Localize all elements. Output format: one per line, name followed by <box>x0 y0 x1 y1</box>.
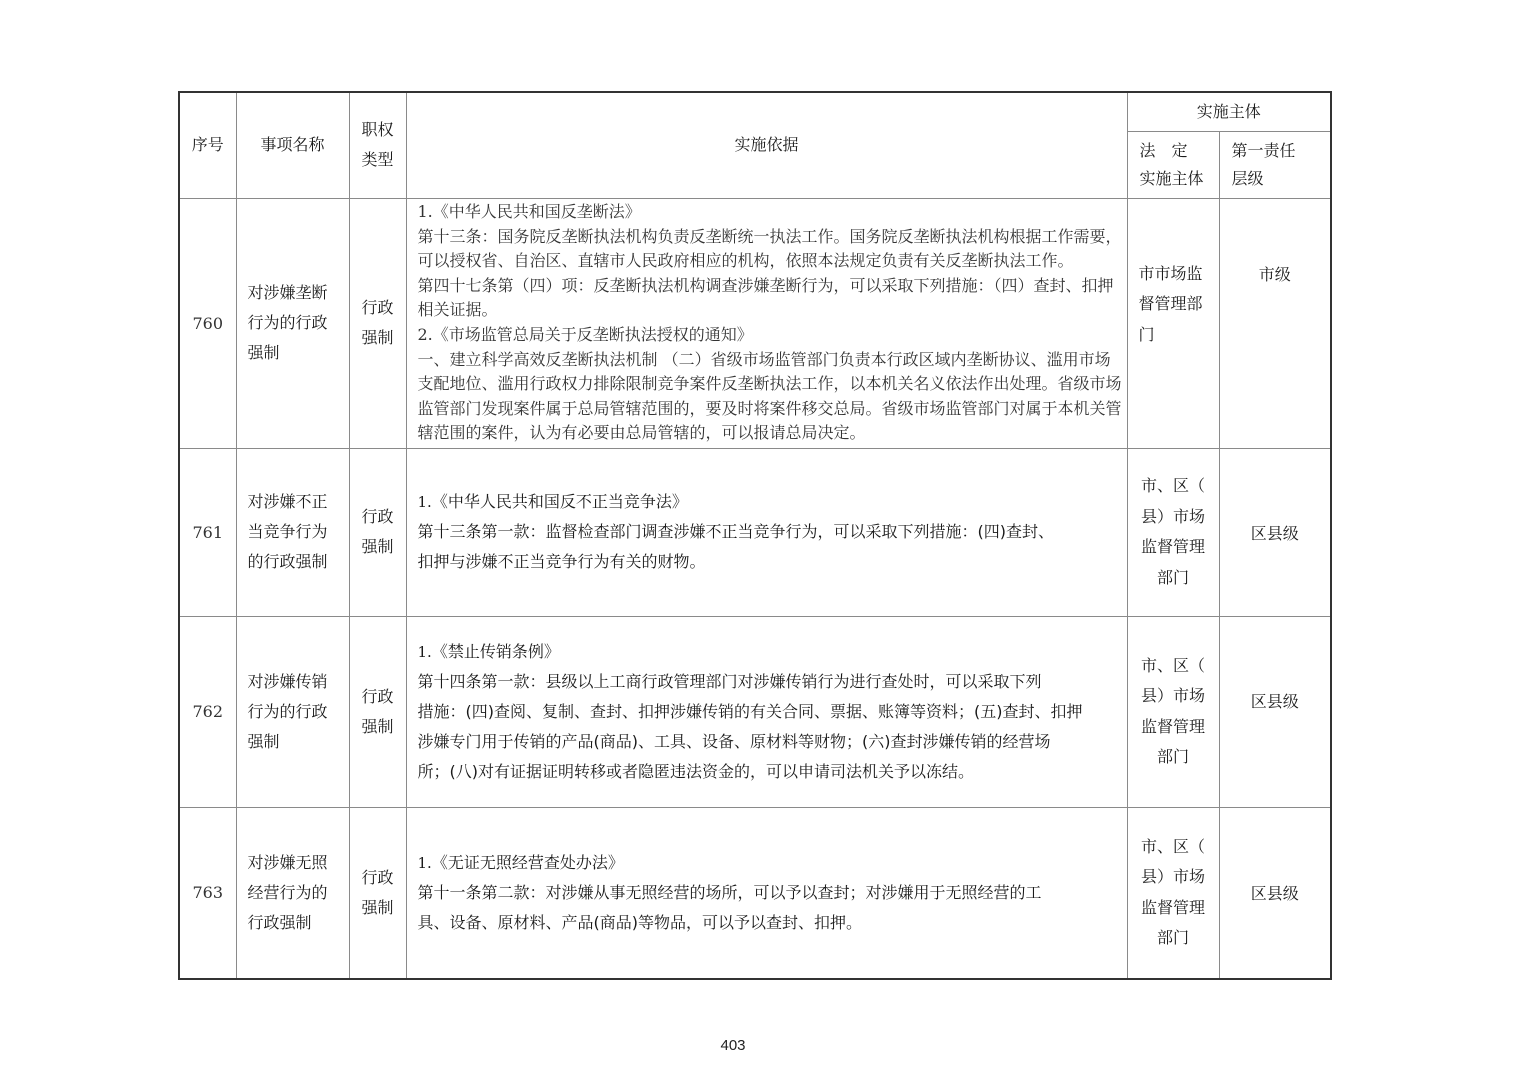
basis-line: 第十三条第一款：监督检查部门调查涉嫌不正当竞争行为，可以采取下列措施：(四)查封、 <box>417 522 1054 541</box>
power-type-line: 行政 <box>361 298 394 317</box>
table-row <box>179 198 1331 448</box>
legal-subject-line: 部门 <box>1156 928 1189 948</box>
header-legal-line1: 法 定 <box>1139 140 1188 160</box>
legal-subject-line: 监督管理 <box>1140 897 1205 917</box>
basis-ref-title: 《中华人民共和国反不正当竞争法》 <box>431 492 688 511</box>
basis-line: 相关证据。 <box>417 300 498 320</box>
legal-subject-line: 市、区（ <box>1140 655 1205 675</box>
basis-text <box>406 616 1127 807</box>
basis-ref-title: 《禁止传销条例》 <box>431 641 560 661</box>
power-type <box>349 448 406 616</box>
row-number: 761 <box>179 448 236 616</box>
header-level-line1: 第一责任 <box>1231 140 1296 160</box>
item-name <box>236 198 349 448</box>
header-power-type <box>349 92 406 198</box>
legal-subject-line: 监督管理 <box>1140 537 1205 556</box>
header-power-type-line1: 职权 <box>361 120 394 140</box>
item-name <box>236 616 349 807</box>
legal-subject-line: 县）市场 <box>1140 867 1205 887</box>
basis-line: 支配地位、滥用行政权力排除限制竞争案件反垄断执法工作，以本机关名义依法作出处理。省级市场 <box>417 374 1122 394</box>
power-type-line: 行政 <box>361 507 394 526</box>
item-name-line: 强制 <box>247 343 280 362</box>
legal-subject-line: 市市场监 <box>1138 263 1203 283</box>
power-type <box>349 807 406 979</box>
legal-subject <box>1127 448 1219 616</box>
row-number: 763 <box>179 807 236 979</box>
table-row <box>179 807 1331 979</box>
header-level-line2: 层级 <box>1231 168 1264 188</box>
power-type-line: 强制 <box>361 897 394 917</box>
power-type-line: 行政 <box>361 867 394 887</box>
basis-text <box>406 448 1127 616</box>
header-seq: 序号 <box>179 92 236 198</box>
legal-subject-line: 县）市场 <box>1140 686 1205 705</box>
row-number: 760 <box>179 198 236 448</box>
item-name <box>236 807 349 979</box>
basis-reference <box>418 848 1123 878</box>
item-name-line: 对涉嫌无照 <box>247 852 328 872</box>
basis-line: 所；(八)对有证据证明转移或者隐匿违法资金的，可以申请司法机关予以冻结。 <box>417 761 974 781</box>
legal-subject <box>1127 616 1219 807</box>
legal-subject-line: 市、区（ <box>1140 836 1205 856</box>
basis-line: 措施：(四)查阅、复制、查封、扣押涉嫌传销的有关合同、票据、账簿等资料；(五)查封、扣押 <box>417 701 1083 721</box>
power-type-line: 行政 <box>361 686 394 706</box>
item-name-line: 强制 <box>247 731 280 751</box>
basis-ref-number: 1. <box>417 493 432 511</box>
header-legal-line2: 实施主体 <box>1139 168 1204 188</box>
header-power-type-line2: 类型 <box>361 150 394 170</box>
legal-subject-line: 县）市场 <box>1140 506 1205 526</box>
table-row <box>179 616 1331 807</box>
basis-reference <box>418 487 1123 517</box>
item-name-line: 行政强制 <box>247 912 312 932</box>
enforcement-table <box>178 91 1332 980</box>
basis-line: 第十四条第一款：县级以上工商行政管理部门对涉嫌传销行为进行查处时，可以采取下列 <box>417 671 1042 691</box>
basis-line: 一、建立科学高效反垄断执法机制 （二）省级市场监管部门负责本行政区域内垄断协议、滥用市场 <box>417 349 1111 369</box>
row-number: 762 <box>179 616 236 807</box>
header-row-1 <box>179 92 1331 131</box>
table-row <box>179 448 1331 616</box>
header-basis: 实施依据 <box>406 92 1127 198</box>
basis-line: 2.《市场监管总局关于反垄断执法授权的通知》 <box>417 325 753 344</box>
power-type-line: 强制 <box>361 716 394 736</box>
responsibility-level: 区县级 <box>1219 448 1331 616</box>
page-number: 403 <box>720 1037 746 1054</box>
item-name-line: 行为的行政 <box>247 313 328 332</box>
legal-subject-line: 门 <box>1138 324 1155 344</box>
power-type <box>349 198 406 448</box>
responsibility-level: 区县级 <box>1219 807 1331 979</box>
basis-ref-number: 1. <box>417 853 432 872</box>
basis-line: 监管部门发现案件属于总局管辖范围的，要及时将案件移交总局。省级市场监管部门对属于本机关管 <box>417 398 1122 418</box>
item-name-line: 对涉嫌垄断 <box>247 283 328 302</box>
basis-line: 第四十七条第（四）项：反垄断执法机构调查涉嫌垄断行为，可以采取下列措施：（四）查封、扣押 <box>417 275 1114 295</box>
legal-subject-line: 督管理部 <box>1138 294 1203 313</box>
header-subject: 实施主体 <box>1127 92 1331 131</box>
item-name-line: 经营行为的 <box>247 882 328 902</box>
item-name-line: 对涉嫌传销 <box>247 671 328 691</box>
header-legal-subject <box>1127 131 1219 198</box>
item-name-line: 对涉嫌不正 <box>247 492 328 511</box>
responsibility-level: 市级 <box>1219 198 1331 448</box>
legal-subject <box>1127 807 1219 979</box>
item-name <box>236 448 349 616</box>
basis-line: 具、设备、原材料、产品(商品)等物品，可以予以查封、扣押。 <box>417 912 862 932</box>
basis-ref-title: 《无证无照经营查处办法》 <box>431 852 624 872</box>
basis-line: 第十一条第二款：对涉嫌从事无照经营的场所，可以予以查封；对涉嫌用于无照经营的工 <box>417 882 1042 902</box>
basis-line: 辖范围的案件，认为有必要由总局管辖的，可以报请总局决定。 <box>417 423 866 443</box>
header-name: 事项名称 <box>236 92 349 198</box>
basis-line: 可以授权省、自治区、直辖市人民政府相应的机构，依照本法规定负责有关反垄断执法工作。 <box>417 251 1074 271</box>
power-type-line: 强制 <box>361 328 394 347</box>
basis-reference <box>418 637 1123 667</box>
legal-subject-line: 部门 <box>1156 747 1189 766</box>
basis-ref-number: 1. <box>417 642 432 661</box>
basis-text <box>406 807 1127 979</box>
power-type-line: 强制 <box>361 537 394 556</box>
basis-text <box>406 198 1127 448</box>
legal-subject <box>1127 198 1219 448</box>
legal-subject-line: 市、区（ <box>1140 476 1205 495</box>
basis-line: 第十三条：国务院反垄断执法机构负责反垄断统一执法工作。国务院反垄断执法机构根据工作需要， <box>417 226 1122 246</box>
item-name-line: 当竞争行为 <box>247 522 328 541</box>
item-name-line: 的行政强制 <box>247 552 328 571</box>
basis-line: 扣押与涉嫌不正当竞争行为有关的财物。 <box>417 552 706 571</box>
legal-subject-line: 部门 <box>1156 567 1189 587</box>
basis-line: 涉嫌专门用于传销的产品(商品)、工具、设备、原材料等财物；(六)查封涉嫌传销的经营场 <box>417 731 1051 751</box>
legal-subject-line: 监督管理 <box>1140 716 1205 736</box>
responsibility-level: 区县级 <box>1219 616 1331 807</box>
power-type <box>349 616 406 807</box>
item-name-line: 行为的行政 <box>247 701 328 721</box>
basis-line: 1.《中华人民共和国反垄断法》 <box>417 202 641 222</box>
header-level <box>1219 131 1331 198</box>
